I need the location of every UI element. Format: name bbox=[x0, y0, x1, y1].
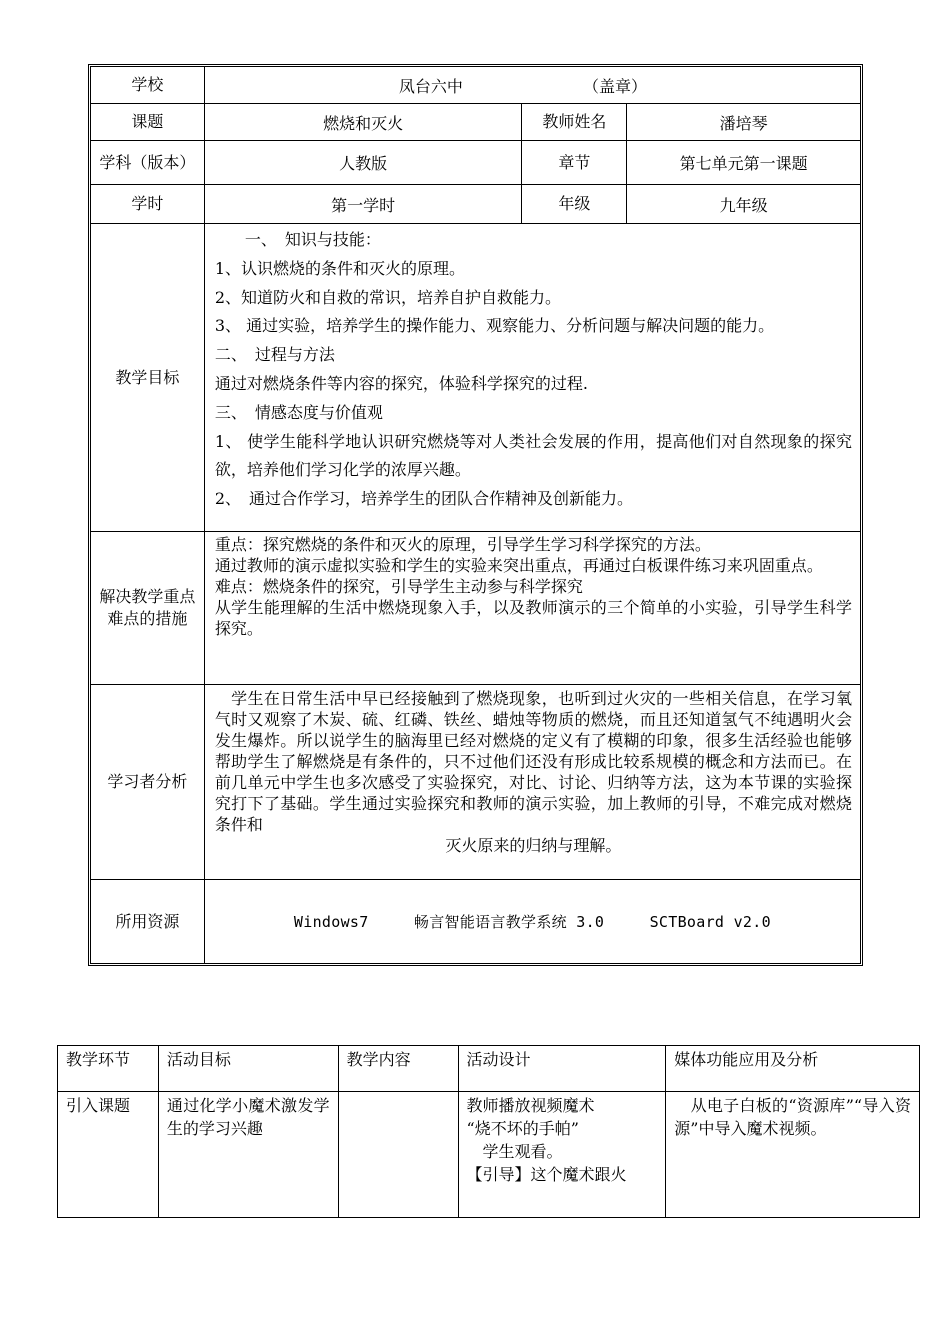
topic-row bbox=[91, 104, 861, 141]
measures-line: 通过教师的演示虚拟实验和学生的实验来突出重点，再通过白板课件练习来巩固重点。 bbox=[214, 556, 823, 575]
objective-line: 三、 情感态度与价值观 bbox=[214, 402, 383, 422]
header-cell: 教学环节 bbox=[58, 1046, 159, 1092]
measures-line: 难点：燃烧条件的探究，引导学生主动参与科学探究 bbox=[214, 577, 583, 596]
school-value: 凤台六中 bbox=[398, 76, 463, 96]
school-label: 学校 bbox=[91, 67, 205, 104]
header-cell: 教学内容 bbox=[338, 1046, 458, 1092]
resource-item: SCTBoard v2.0 bbox=[649, 913, 771, 931]
measures-body bbox=[204, 532, 860, 685]
seal-note: （盖章） bbox=[582, 76, 647, 96]
activity-header-row bbox=[58, 1046, 920, 1092]
learner-analysis-body bbox=[204, 685, 860, 880]
design-line: 教师播放视频魔术 bbox=[466, 1096, 595, 1115]
objective-line: 2、知道防火和自救的常识，培养自护自救能力。 bbox=[214, 287, 562, 307]
objectives-label: 教学目标 bbox=[91, 224, 205, 532]
grade-value: 九年级 bbox=[627, 185, 861, 224]
learner-analysis-text: 学生在日常生活中早已经接触到了燃烧现象，也听到过火灾的一些相关信息，在学习氧气时又观察了木炭、硫、红磷、铁丝、蜡烛等物质的燃烧，而且还知道氢气不纯遇明火会发生爆炸。所以说学生的脑海里已经对燃烧的定义有了模糊的印象，很多生活经验也能够帮助学生了解燃烧是有条件的，只不过他们还没有形成比较系规模的概念和方法而已。在前几单元中学生也多次感受了实验探究，对比、讨论、归纳等方法，这为本节课的实验探究打下了基础。学生通过实验探究和教师的演示实验，加上教师的引导，不难完成对燃烧条件和 bbox=[214, 689, 852, 834]
resources-row bbox=[91, 880, 861, 964]
objective-line: 3、 通过实验，培养学生的操作能力、观察能力、分析问题与解决问题的能力。 bbox=[214, 316, 775, 336]
topic-value: 燃烧和灭火 bbox=[204, 104, 522, 141]
objective-line: 1、 使学生能科学地认识研究燃烧等对人类社会发展的作用，提高他们对自然现象的探究欲，培养他们学习化学的浓厚兴趣。 bbox=[214, 431, 852, 480]
subject-label: 学科（版本） bbox=[91, 141, 205, 185]
goal-cell: 通过化学小魔术激发学生的学习兴趣 bbox=[158, 1092, 338, 1218]
objective-line: 2、 通过合作学习，培养学生的团队合作精神及创新能力。 bbox=[214, 489, 634, 509]
design-cell bbox=[458, 1092, 666, 1218]
header-cell: 活动目标 bbox=[158, 1046, 338, 1092]
measures-label: 解决教学重点难点的措施 bbox=[91, 532, 205, 685]
period-row bbox=[91, 185, 861, 224]
objective-line: 1、认识燃烧的条件和灭火的原理。 bbox=[214, 258, 466, 278]
teacher-value: 潘培琴 bbox=[627, 104, 861, 141]
objectives-row bbox=[91, 224, 861, 532]
measures-row bbox=[91, 532, 861, 685]
table-row bbox=[58, 1092, 920, 1218]
header-cell: 活动设计 bbox=[458, 1046, 666, 1092]
measures-line: 重点：探究燃烧的条件和灭火的原理，引导学生学习科学探究的方法。 bbox=[214, 535, 711, 554]
grade-label: 年级 bbox=[522, 185, 627, 224]
design-line: 【引导】这个魔术跟火 bbox=[466, 1165, 627, 1184]
design-line: “烧不坏的手帕” bbox=[466, 1119, 579, 1138]
objective-line: 二、 过程与方法 bbox=[214, 345, 335, 365]
chapter-label: 章节 bbox=[522, 141, 627, 185]
measures-line: 从学生能理解的生活中燃烧现象入手，以及教师演示的三个简单的小实验，引导学生科学探究。 bbox=[214, 598, 852, 638]
media-cell: 从电子白板的“资源库”“导入资源”中导入魔术视频。 bbox=[666, 1092, 920, 1218]
lesson-info-table bbox=[90, 66, 861, 964]
header-cell: 媒体功能应用及分析 bbox=[666, 1046, 920, 1092]
resources-body bbox=[204, 880, 860, 964]
topic-label: 课题 bbox=[91, 104, 205, 141]
subject-row bbox=[91, 141, 861, 185]
design-line: 学生观看。 bbox=[466, 1142, 563, 1161]
period-value: 第一学时 bbox=[204, 185, 522, 224]
learner-analysis-last-line: 灭火原来的归纳与理解。 bbox=[445, 836, 622, 855]
resources-label: 所用资源 bbox=[91, 880, 205, 964]
subject-value: 人教版 bbox=[204, 141, 522, 185]
objectives-body bbox=[204, 224, 860, 532]
resource-item: 畅言智能语言教学系统 3.0 bbox=[413, 913, 605, 931]
learner-analysis-label: 学习者分析 bbox=[91, 685, 205, 880]
period-label: 学时 bbox=[91, 185, 205, 224]
school-cell bbox=[204, 67, 860, 104]
content-cell bbox=[338, 1092, 458, 1218]
teacher-label: 教师姓名 bbox=[522, 104, 627, 141]
activity-table bbox=[57, 1045, 920, 1218]
school-row bbox=[91, 67, 861, 104]
resource-item: Windows7 bbox=[293, 913, 369, 931]
objective-line: 一、 知识与技能： bbox=[228, 230, 381, 249]
chapter-value: 第七单元第一课题 bbox=[627, 141, 861, 185]
learner-analysis-row bbox=[91, 685, 861, 880]
objective-line: 通过对燃烧条件等内容的探究，体验科学探究的过程. bbox=[214, 373, 588, 393]
stage-cell: 引入课题 bbox=[58, 1092, 159, 1218]
